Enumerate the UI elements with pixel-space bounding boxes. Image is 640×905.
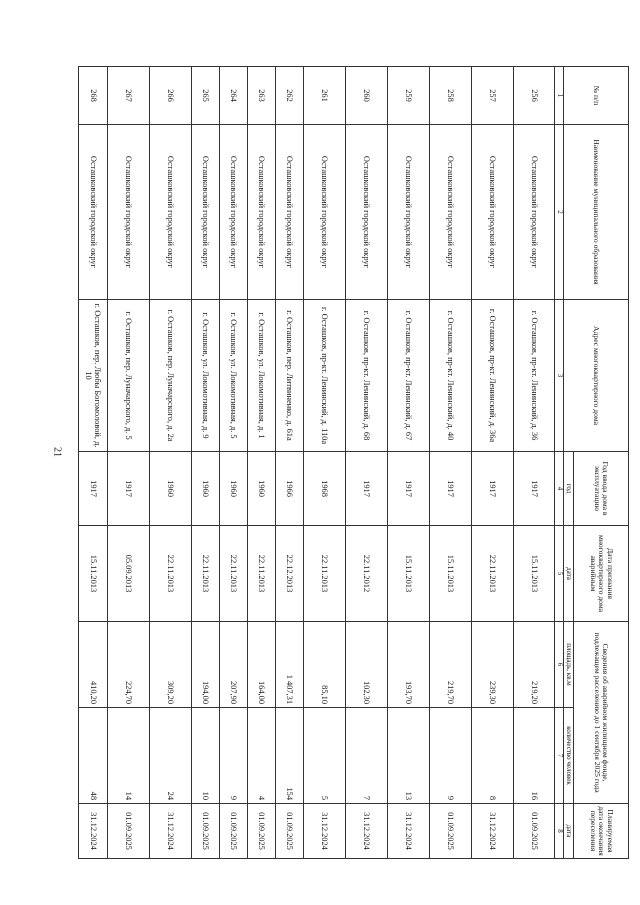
subheader-date2: дата <box>564 804 574 859</box>
recognition-date-cell: 15.11.2013 <box>388 526 430 622</box>
year-cell: 1968 <box>304 452 346 526</box>
rotated-page <box>84 66 629 858</box>
address-cell: г. Осташков, пр-кт. Ленинский, д. 68 <box>346 300 388 452</box>
table-row <box>472 67 514 859</box>
table-row <box>150 67 192 859</box>
year-cell: 1917 <box>388 452 430 526</box>
subheader-year: год <box>564 452 574 526</box>
year-cell: 1917 <box>79 452 108 526</box>
area-cell: 164,00 <box>248 622 276 708</box>
planned-date-cell: 01.09.2025 <box>276 804 304 859</box>
municipality-cell: Осташковский городской округ <box>514 125 555 300</box>
table-row <box>514 67 555 859</box>
row-number: 261 <box>304 67 346 125</box>
address-cell: г. Осташков, пер. Любы Богомоловой, д. 10 <box>79 300 108 452</box>
row-number: 259 <box>388 67 430 125</box>
subheader-date: дата <box>564 526 574 622</box>
table-row <box>220 67 248 859</box>
column-number: 6 <box>555 622 564 708</box>
row-number: 267 <box>108 67 150 125</box>
row-number: 257 <box>472 67 514 125</box>
year-cell: 1960 <box>248 452 276 526</box>
row-number: 262 <box>276 67 304 125</box>
municipality-cell: Осташковский городской округ <box>430 125 472 300</box>
area-cell: 194,00 <box>192 622 220 708</box>
year-cell: 1960 <box>220 452 248 526</box>
planned-date-cell: 31.12.2024 <box>472 804 514 859</box>
row-number: 258 <box>430 67 472 125</box>
area-cell: 85,10 <box>304 622 346 708</box>
planned-date-cell: 01.09.2025 <box>514 804 555 859</box>
recognition-date-cell: 15.11.2013 <box>79 526 108 622</box>
table-row <box>388 67 430 859</box>
emergency-housing-table <box>78 66 629 859</box>
year-cell: 1917 <box>346 452 388 526</box>
year-cell: 1917 <box>430 452 472 526</box>
people-cell: 14 <box>108 708 150 804</box>
header-municipality: Наименование муниципального образования <box>564 125 629 300</box>
recognition-date-cell: 15.11.2013 <box>514 526 555 622</box>
table-row <box>108 67 150 859</box>
planned-date-cell: 31.12.2024 <box>304 804 346 859</box>
people-cell: 9 <box>430 708 472 804</box>
recognition-date-cell: 15.11.2013 <box>430 526 472 622</box>
row-number: 260 <box>346 67 388 125</box>
subheader-people: количество человек <box>564 708 574 804</box>
people-cell: 9 <box>220 708 248 804</box>
address-cell: г. Осташков, пр-кт. Ленинский, д. 36а <box>472 300 514 452</box>
municipality-cell: Осташковский городской округ <box>388 125 430 300</box>
people-cell: 16 <box>514 708 555 804</box>
column-number: 7 <box>555 708 564 804</box>
table-row <box>304 67 346 859</box>
recognition-date-cell: 22.11.2012 <box>346 526 388 622</box>
address-cell: г. Осташков, ул. Локомотивная, д. 9 <box>192 300 220 452</box>
address-cell: г. Осташков, ул. Локомотивная, д. 1 <box>248 300 276 452</box>
municipality-cell: Осташковский городской округ <box>79 125 108 300</box>
planned-date-cell: 01.09.2025 <box>430 804 472 859</box>
people-cell: 48 <box>79 708 108 804</box>
address-cell: г. Осташков, пр-кт. Ленинский, д. 110а <box>304 300 346 452</box>
area-cell: 224,70 <box>108 622 150 708</box>
area-cell: 410,20 <box>79 622 108 708</box>
area-cell: 102,30 <box>346 622 388 708</box>
subheader-area: площадь, кв.м <box>564 622 574 708</box>
address-cell: г. Осташков, пр-кт. Ленинский, д. 67 <box>388 300 430 452</box>
area-cell: 309,20 <box>150 622 192 708</box>
area-cell: 219,20 <box>514 622 555 708</box>
people-cell: 8 <box>472 708 514 804</box>
municipality-cell: Осташковский городской округ <box>220 125 248 300</box>
year-cell: 1960 <box>192 452 220 526</box>
recognition-date-cell: 22.11.2013 <box>220 526 248 622</box>
table-row <box>192 67 220 859</box>
address-cell: г. Осташков, пер. Луначарского, д. 5 <box>108 300 150 452</box>
table-row <box>346 67 388 859</box>
table-row <box>79 67 108 859</box>
area-cell: 193,70 <box>388 622 430 708</box>
planned-date-cell: 31.12.2024 <box>346 804 388 859</box>
people-cell: 5 <box>304 708 346 804</box>
row-number: 266 <box>150 67 192 125</box>
address-cell: г. Осташков, пр-кт. Ленинский, д. 40 <box>430 300 472 452</box>
address-cell: г. Осташков, пр-кт. Ленинский, д. 36 <box>514 300 555 452</box>
recognition-date-cell: 22.11.2013 <box>472 526 514 622</box>
recognition-date-cell: 22.11.2013 <box>192 526 220 622</box>
area-cell: 207,90 <box>220 622 248 708</box>
header-emergency-info: Сведения об аварийном жилищном фонде, подлежащем расселению до 1 сентября 2025 года <box>574 622 629 804</box>
area-cell: 1 407,31 <box>276 622 304 708</box>
planned-date-cell: 01.09.2025 <box>248 804 276 859</box>
year-cell: 1960 <box>150 452 192 526</box>
municipality-cell: Осташковский городской округ <box>276 125 304 300</box>
row-number: 268 <box>79 67 108 125</box>
municipality-cell: Осташковский городской округ <box>192 125 220 300</box>
table-row <box>430 67 472 859</box>
header-date-recognized: Дата признания многоквартирного дома аварийным <box>574 526 629 622</box>
area-cell: 219,70 <box>430 622 472 708</box>
row-number: 264 <box>220 67 248 125</box>
planned-date-cell: 31.12.2024 <box>79 804 108 859</box>
year-cell: 1917 <box>472 452 514 526</box>
year-cell: 1917 <box>108 452 150 526</box>
municipality-cell: Осташковский городской округ <box>248 125 276 300</box>
people-cell: 10 <box>192 708 220 804</box>
recognition-date-cell: 22.12.2013 <box>276 526 304 622</box>
municipality-cell: Осташковский городской округ <box>304 125 346 300</box>
column-number: 1 <box>555 67 564 125</box>
column-number: 4 <box>555 452 564 526</box>
people-cell: 13 <box>388 708 430 804</box>
recognition-date-cell: 05.09.2013 <box>108 526 150 622</box>
municipality-cell: Осташковский городской округ <box>150 125 192 300</box>
people-cell: 4 <box>248 708 276 804</box>
column-number-row <box>555 67 564 859</box>
column-number: 8 <box>555 804 564 859</box>
column-number: 5 <box>555 526 564 622</box>
header-address: Адрес многоквартирного дома <box>564 300 629 452</box>
municipality-cell: Осташковский городской округ <box>346 125 388 300</box>
table-row <box>248 67 276 859</box>
people-cell: 24 <box>150 708 192 804</box>
area-cell: 239,30 <box>472 622 514 708</box>
year-cell: 1966 <box>276 452 304 526</box>
header-year-commissioned: Год ввода дома в эксплуатацию <box>574 452 629 526</box>
municipality-cell: Осташковский городской округ <box>108 125 150 300</box>
municipality-cell: Осташковский городской округ <box>472 125 514 300</box>
column-number: 2 <box>555 125 564 300</box>
row-number: 263 <box>248 67 276 125</box>
planned-date-cell: 01.09.2025 <box>108 804 150 859</box>
table-row <box>276 67 304 859</box>
planned-date-cell: 01.09.2025 <box>220 804 248 859</box>
address-cell: г. Осташков, пер. Литвиненко, д. 61а <box>276 300 304 452</box>
row-number: 256 <box>514 67 555 125</box>
year-cell: 1917 <box>514 452 555 526</box>
header-num: № п/п <box>564 67 629 125</box>
row-number: 265 <box>192 67 220 125</box>
recognition-date-cell: 22.11.2013 <box>150 526 192 622</box>
header-planned-date: Планируемая дата окончания переселения <box>574 804 629 859</box>
recognition-date-cell: 22.11.2013 <box>304 526 346 622</box>
planned-date-cell: 31.12.2024 <box>150 804 192 859</box>
planned-date-cell: 31.12.2024 <box>388 804 430 859</box>
address-cell: г. Осташков, пер. Луначарского, д. 2а <box>150 300 192 452</box>
people-cell: 154 <box>276 708 304 804</box>
table-body <box>79 67 555 859</box>
address-cell: г. Осташков, ул. Локомотивная, д. 5 <box>220 300 248 452</box>
recognition-date-cell: 22.11.2013 <box>248 526 276 622</box>
page-number: 21 <box>51 447 63 457</box>
people-cell: 7 <box>346 708 388 804</box>
planned-date-cell: 01.09.2025 <box>192 804 220 859</box>
column-number: 3 <box>555 300 564 452</box>
